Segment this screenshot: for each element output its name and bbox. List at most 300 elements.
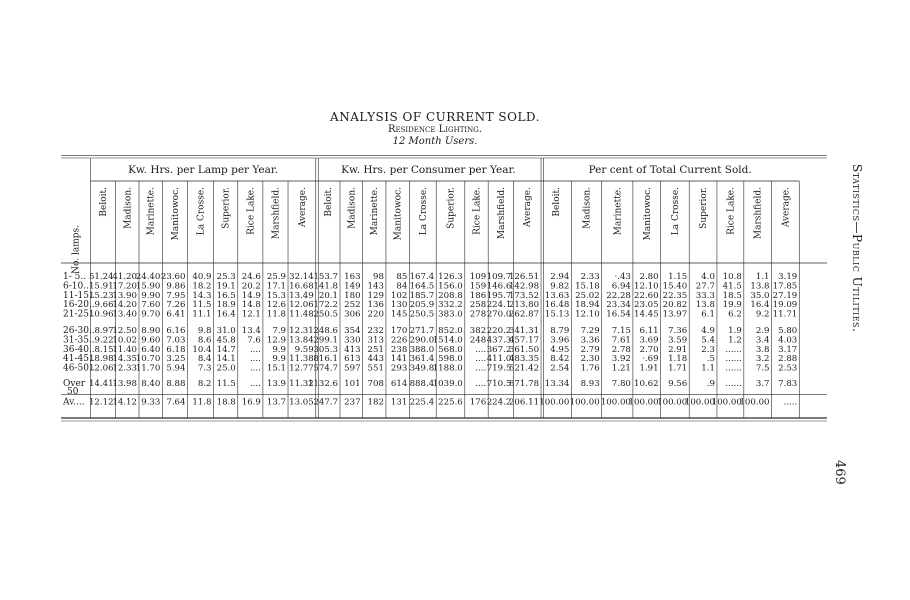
table-cell: 10.70 [135,354,161,365]
table-cell: 8.15 [94,344,114,355]
table-cell: 15.23 [88,290,114,301]
table-cell: 25.3 [216,272,236,282]
table-cell: 708 [367,379,384,389]
table-cell: 7.80 [611,379,631,389]
table-cell: 100.00 [569,397,600,408]
table-cell: 232 [367,326,384,336]
table-cell: 164.5 [409,281,435,292]
column-header: Manitowoc. [393,187,404,241]
table-cell: 2.9 [755,326,770,336]
table-cell: 568.0 [438,344,463,355]
table-cell: 41.5 [722,281,742,292]
table-cell: 220.2 [486,326,512,336]
table-cell: 8.42 [550,354,570,365]
table-cell: 2.80 [639,272,659,282]
table-cell: 3.96 [550,335,570,346]
table-cell: 12.06 [289,300,314,311]
table-title: ANALYSIS OF CURRENT SOLD. [330,110,540,124]
group-title: Kw. Hrs. per Lamp per Year. [128,164,279,176]
table-cell: 330 [344,335,361,346]
row-label: Av.... [63,397,85,408]
table-cell: 18.98 [88,354,114,365]
table-cell: 349.8 [409,363,435,374]
table-cell: 9.82 [550,281,570,292]
table-cell: 278 [469,309,487,320]
table-cell: 6.16 [166,326,186,336]
row-label-line2: 50 [67,387,79,397]
table-cell: 18.2 [192,281,212,292]
column-header: Manitowoc. [170,187,181,241]
table-cell: 27.19 [772,290,798,301]
table-cell: 8.40 [141,379,161,389]
table-cell: .... [249,363,261,374]
table-cell: 4.9 [701,326,715,336]
table-cell: .... [475,379,487,389]
table-cell: 7.61 [611,335,631,346]
column-header: Rice Lake. [726,187,737,235]
table-cell: 100.00 [657,397,688,408]
table-cell: 16.48 [544,300,570,311]
table-cell: 10.4 [192,344,212,355]
table-cell: 109 [469,272,487,282]
table-cell: 12.50 [112,326,137,336]
table-cell: 16.4 [216,309,236,320]
table-cell: 143 [367,281,384,292]
table-cell: 173.52 [508,290,540,301]
table-cell: 7.3 [197,363,212,374]
table-cell: 6.94 [611,281,631,292]
table-cell: 258 [469,300,487,311]
table-cell: 7.5 [755,363,770,374]
table-cell: 13.63 [544,290,570,301]
table-cell: 20.2 [241,281,261,292]
table-cell: 10.02 [112,335,137,346]
table-cell: 31.0 [216,326,236,336]
table-cell: 3.59 [668,335,688,346]
table-cell: 11.5 [192,300,212,311]
table-cell: 130 [390,300,408,311]
table-cell: 1039.0 [432,379,463,389]
table-cell: 6.40 [141,344,161,355]
table-cell: 24.40 [135,272,161,282]
table-cell: 3.25 [166,354,186,365]
column-header: Marshfield. [496,187,507,240]
table-cell: 19.1 [216,281,236,292]
table-cell: 2.53 [778,363,798,374]
table-cell: 10.8 [722,272,742,282]
table-cell: 11.48 [289,309,314,320]
table-cell: 3.17 [778,344,798,355]
table-cell: 14.35 [112,354,137,365]
table-cell: ...... [725,363,742,374]
column-header: Marinette. [146,187,157,236]
table-cell: 205.9 [409,300,435,311]
table-cell: 11.8 [192,397,212,408]
table-cell: 2.70 [639,344,659,355]
table-cell: 226 [390,335,408,346]
table-cell: 51.24 [88,272,114,282]
table-cell: 1.71 [668,363,688,374]
table-cell: 5.80 [778,326,798,336]
table-cell: 388.0 [409,344,435,355]
table-cell: 85 [396,272,408,282]
table-cell: .... [475,354,487,365]
table-cell: 248 [469,335,487,346]
table-cell: 18.94 [575,300,600,311]
table-cell: 27.7 [695,281,715,292]
column-header: Marinette. [613,187,624,236]
table-cell: 3.4 [755,335,770,346]
table-cell: 136 [367,300,384,311]
table-cell: 146.6 [486,281,512,292]
table-cell: 247.7 [313,397,339,408]
table-cell: 1514.0 [432,335,463,346]
column-header: Rice Lake. [472,187,483,235]
column-header: La Crosse. [196,187,207,236]
table-cell: 250.5 [313,309,339,320]
row-label: 36-40.. [63,344,95,355]
table-cell: 17.85 [772,281,798,292]
table-cell: 1.1 [701,363,715,374]
column-header: Superior. [446,187,457,229]
table-cell: 7.95 [166,290,186,301]
table-cell: 293 [390,363,408,374]
table-cell: ...... [725,379,742,389]
table-cell: 6.1 [701,309,715,320]
table-cell: 13.97 [662,309,688,320]
column-header: Beloit. [99,187,110,217]
table-cell: 101 [344,379,361,389]
column-header: Madison. [582,187,593,229]
table-cell: 15.13 [544,309,570,320]
table-cell: 248.6 [313,326,339,336]
table-cell: 12.31 [289,326,314,336]
table-cell: 299.1 [313,335,339,346]
table-cell: 9.22 [94,335,114,346]
table-cell: 12.9 [266,335,287,346]
table-cell: 1132.6 [307,379,339,389]
table-cell: ...... [725,344,742,355]
table-cell: 719.5 [486,363,512,374]
table-cell: 11.71 [772,309,798,320]
table-cell: 225.4 [409,397,435,408]
table-cell: 126.3 [438,272,463,282]
table-cell: 18.5 [722,290,742,301]
row-label: 46-50.. [63,363,95,374]
table-cell: 11.32 [289,379,314,389]
table-cell: 8.4 [197,354,212,365]
table-cell: 483.35 [508,354,540,365]
table-cell: 172.2 [313,300,339,311]
table-cell: ...... [725,354,742,365]
table-cell: 10.62 [634,379,659,389]
table-cell: 2.78 [611,344,631,355]
table-cell: 11.70 [135,363,161,374]
table-cell: 23.05 [634,300,659,311]
table-cell: 14.8 [241,300,261,311]
table-cell: 12.77 [289,363,314,374]
table-cell: 413 [344,344,361,355]
table-cell: 163 [344,272,361,282]
table-cell: 100.00 [739,397,770,408]
table-cell: 13.8 [695,300,715,311]
table-cell: 361.50 [508,344,540,355]
table-cell: 153.7 [313,272,339,282]
table-title-block [200,110,670,148]
table-cell: 15.18 [575,281,600,292]
table-cell: 13.90 [112,290,137,301]
table-cell: 2.79 [580,344,600,355]
column-header: La Crosse. [670,187,681,236]
table-cell: 23.60 [160,272,186,282]
table-cell: 180 [344,290,361,301]
table-cell: 305.3 [313,344,339,355]
table-cell: 13.98 [112,379,137,389]
table-cell: 185.7 [409,290,435,301]
table-cell: 208.8 [438,290,463,301]
column-header: Average. [523,187,534,228]
table-cell: 551 [367,363,384,374]
table-note: 12 Month Users. [392,136,478,147]
table-cell: 8.6 [197,335,212,346]
table-cell: 313 [367,335,384,346]
table-cell: 186 [469,290,487,301]
table-cell: ·.43 [614,272,631,282]
table-cell: 100.00 [600,397,631,408]
table-cell: 16.4 [750,300,770,311]
table-cell: 443 [367,354,384,365]
table-cell: 17.1 [266,281,287,292]
table-cell: 32.14 [289,272,314,282]
table-cell: 14.7 [216,344,236,355]
table-cell: 237 [344,397,361,408]
table-cell: .... [475,344,487,355]
table-cell: 17.20 [112,281,137,292]
table-cell: 6.18 [166,344,186,355]
table-cell: 7.6 [247,335,261,346]
row-label: 21-25.. [63,309,95,320]
table-cell: 383.0 [438,309,463,320]
table-cell: 262.87 [508,309,540,320]
table-cell: 126.51 [508,272,540,282]
table-cell: 1.1 [755,272,770,282]
table-cell: 9.70 [141,309,161,320]
table-cell: 220 [367,309,384,320]
column-header: Superior. [221,187,232,229]
table-cell: 13.40 [112,309,137,320]
table-cell: 24.6 [241,272,261,282]
table-cell: 14.1 [216,354,236,365]
table-cell: 22.28 [606,290,631,301]
table-cell: 7.26 [166,300,186,311]
table-cell: 102 [390,290,408,301]
table-cell: ..... [783,397,798,408]
row-label: 16-20.. [63,300,95,311]
table-cell: 25.02 [575,290,600,301]
table-cell: 13.34 [544,379,570,389]
column-header: Average. [781,187,792,228]
table-cell: 15.40 [662,281,688,292]
table-cell: 437.3 [486,335,512,346]
table-cell: 22.60 [634,290,659,301]
table-cell: 7.03 [166,335,186,346]
table-cell: 25.9 [266,272,287,282]
table-cell: 1.91 [639,363,659,374]
table-cell: 270.0 [486,309,512,320]
table-cell: 13.8 [750,281,770,292]
table-cell: 7.9 [272,326,287,336]
column-header: Madison. [123,187,134,229]
table-cell: 9.9 [272,344,287,355]
table-cell: 40.9 [192,272,212,282]
table-cell: 6.41 [166,309,186,320]
table-cell: 11.1 [192,309,212,320]
table-cell: 14.3 [192,290,212,301]
column-header: Marshfield. [753,187,764,240]
table-cell: .5 [706,354,715,365]
column-header: Rice Lake. [246,187,257,235]
table-cell: 1188.0 [432,363,463,374]
table-cell: 224.2 [486,397,512,408]
table-cell: 8.79 [550,326,570,336]
table-cell: 25.0 [216,363,236,374]
column-header: Marshfield. [271,187,282,240]
table-cell: 84 [396,281,408,292]
table-cell: 15.3 [266,290,287,301]
column-header: Manitowoc. [642,187,653,241]
table-cell: 13.4 [241,326,261,336]
table-cell: 100.00 [539,397,570,408]
table-cell: 411.0 [486,354,512,365]
table-cell: 7.83 [778,379,798,389]
table-cell: 2.94 [550,272,570,282]
table-cell: 19.09 [772,300,798,311]
table-cell: 7.29 [580,326,600,336]
table-cell: 3.19 [778,272,798,282]
table-cell: 9.8 [197,326,212,336]
table-cell: 3.36 [580,335,600,346]
table-cell: 213.80 [508,300,540,311]
table-cell: 238 [390,344,408,355]
table-cell: 10.96 [88,309,114,320]
table-cell: 888.4 [409,379,435,389]
table-cell: 1.18 [668,354,688,365]
table-cell: 35.0 [750,290,770,301]
table-cell: 13.84 [289,335,314,346]
table-cell: 20.82 [662,300,688,311]
table-cell: 367.2 [486,344,512,355]
table-cell: 156.0 [438,281,463,292]
row-label: 41-45.. [63,354,95,365]
table-cell: 8.88 [166,379,186,389]
table-cell: 224.1 [486,300,512,311]
table-cell: 852.0 [438,326,463,336]
table-cell: 15.90 [135,281,161,292]
table-cell: 3.92 [611,354,631,365]
table-cell: 597 [344,363,361,374]
table-cell: 354 [344,326,361,336]
row-label: 1- 5.. [63,272,87,282]
table-cell: .9 [706,379,715,389]
table-cell: 100.00 [628,397,659,408]
table-cell: 22.35 [662,290,688,301]
table-cell: 290.0 [409,335,435,346]
table-cell: 4.0 [701,272,715,282]
table-cell: 141 [390,354,408,365]
table-cell: 16.54 [606,309,631,320]
table-cell: .... [475,363,487,374]
running-head: Statistics—Public Utilities. [850,164,864,333]
table-cell: 11.8 [266,309,287,320]
table-cell: 100.00 [711,397,742,408]
column-header: Superior. [699,187,710,229]
table-cell: 2.91 [668,344,688,355]
table-cell: 14.9 [241,290,261,301]
table-cell: 4.03 [778,335,798,346]
table-cell: 109.7 [486,272,512,282]
table-cell: 613 [344,354,361,365]
table-cell: 457.17 [508,335,540,346]
table-cell: 206.11 [508,397,540,408]
table-cell: 16.68 [289,281,314,292]
table-cell: 12.10 [575,309,600,320]
table-cell: .... [249,354,261,365]
table-cell: 23.34 [606,300,631,311]
table-cell: 614 [390,379,408,389]
table-cell: 142.98 [508,281,540,292]
table-cell: 159 [469,281,487,292]
table-cell: 5.94 [166,363,186,374]
table-cell: 252 [344,300,361,311]
table-cell: 816.1 [313,354,339,365]
table-cell: 8.90 [141,326,161,336]
statistics-table [61,155,827,427]
table-cell: 271.7 [409,326,435,336]
table-cell: 15.91 [88,281,114,292]
page-number: 469 [832,460,847,485]
table-cell: 6.11 [639,326,659,336]
table-cell: 13.49 [289,290,314,301]
table-cell: 14.45 [634,309,659,320]
table-cell: 14.12 [112,397,137,408]
table-cell: .... [249,379,261,389]
table-cell: 1.21 [611,363,631,374]
table-cell: 9.9 [272,354,287,365]
table-cell: 306 [344,309,361,320]
table-cell: 13.9 [266,379,287,389]
table-cell: 11.40 [112,344,137,355]
table-cell: 182 [367,397,384,408]
table-cell: 176 [469,397,487,408]
table-cell: 2.33 [580,272,600,282]
table-cell: 11.38 [289,354,314,365]
table-cell: 16.5 [216,290,236,301]
table-cell: 1.9 [728,326,742,336]
table-cell: 5.4 [701,335,715,346]
table-cell: 9.2 [755,309,770,320]
table-cell: 41.20 [112,272,137,282]
column-header: Beloit. [552,187,563,217]
table-cell: 250.5 [409,309,435,320]
table-cell: 129 [367,290,384,301]
table-cell: 9.60 [141,335,161,346]
table-cell: 170 [390,326,408,336]
table-cell: 7.36 [668,326,688,336]
table-cell: 12.06 [88,363,114,374]
table-cell: 45.8 [216,335,236,346]
table-cell: 18.9 [216,300,236,311]
table-cell: 2.30 [580,354,600,365]
